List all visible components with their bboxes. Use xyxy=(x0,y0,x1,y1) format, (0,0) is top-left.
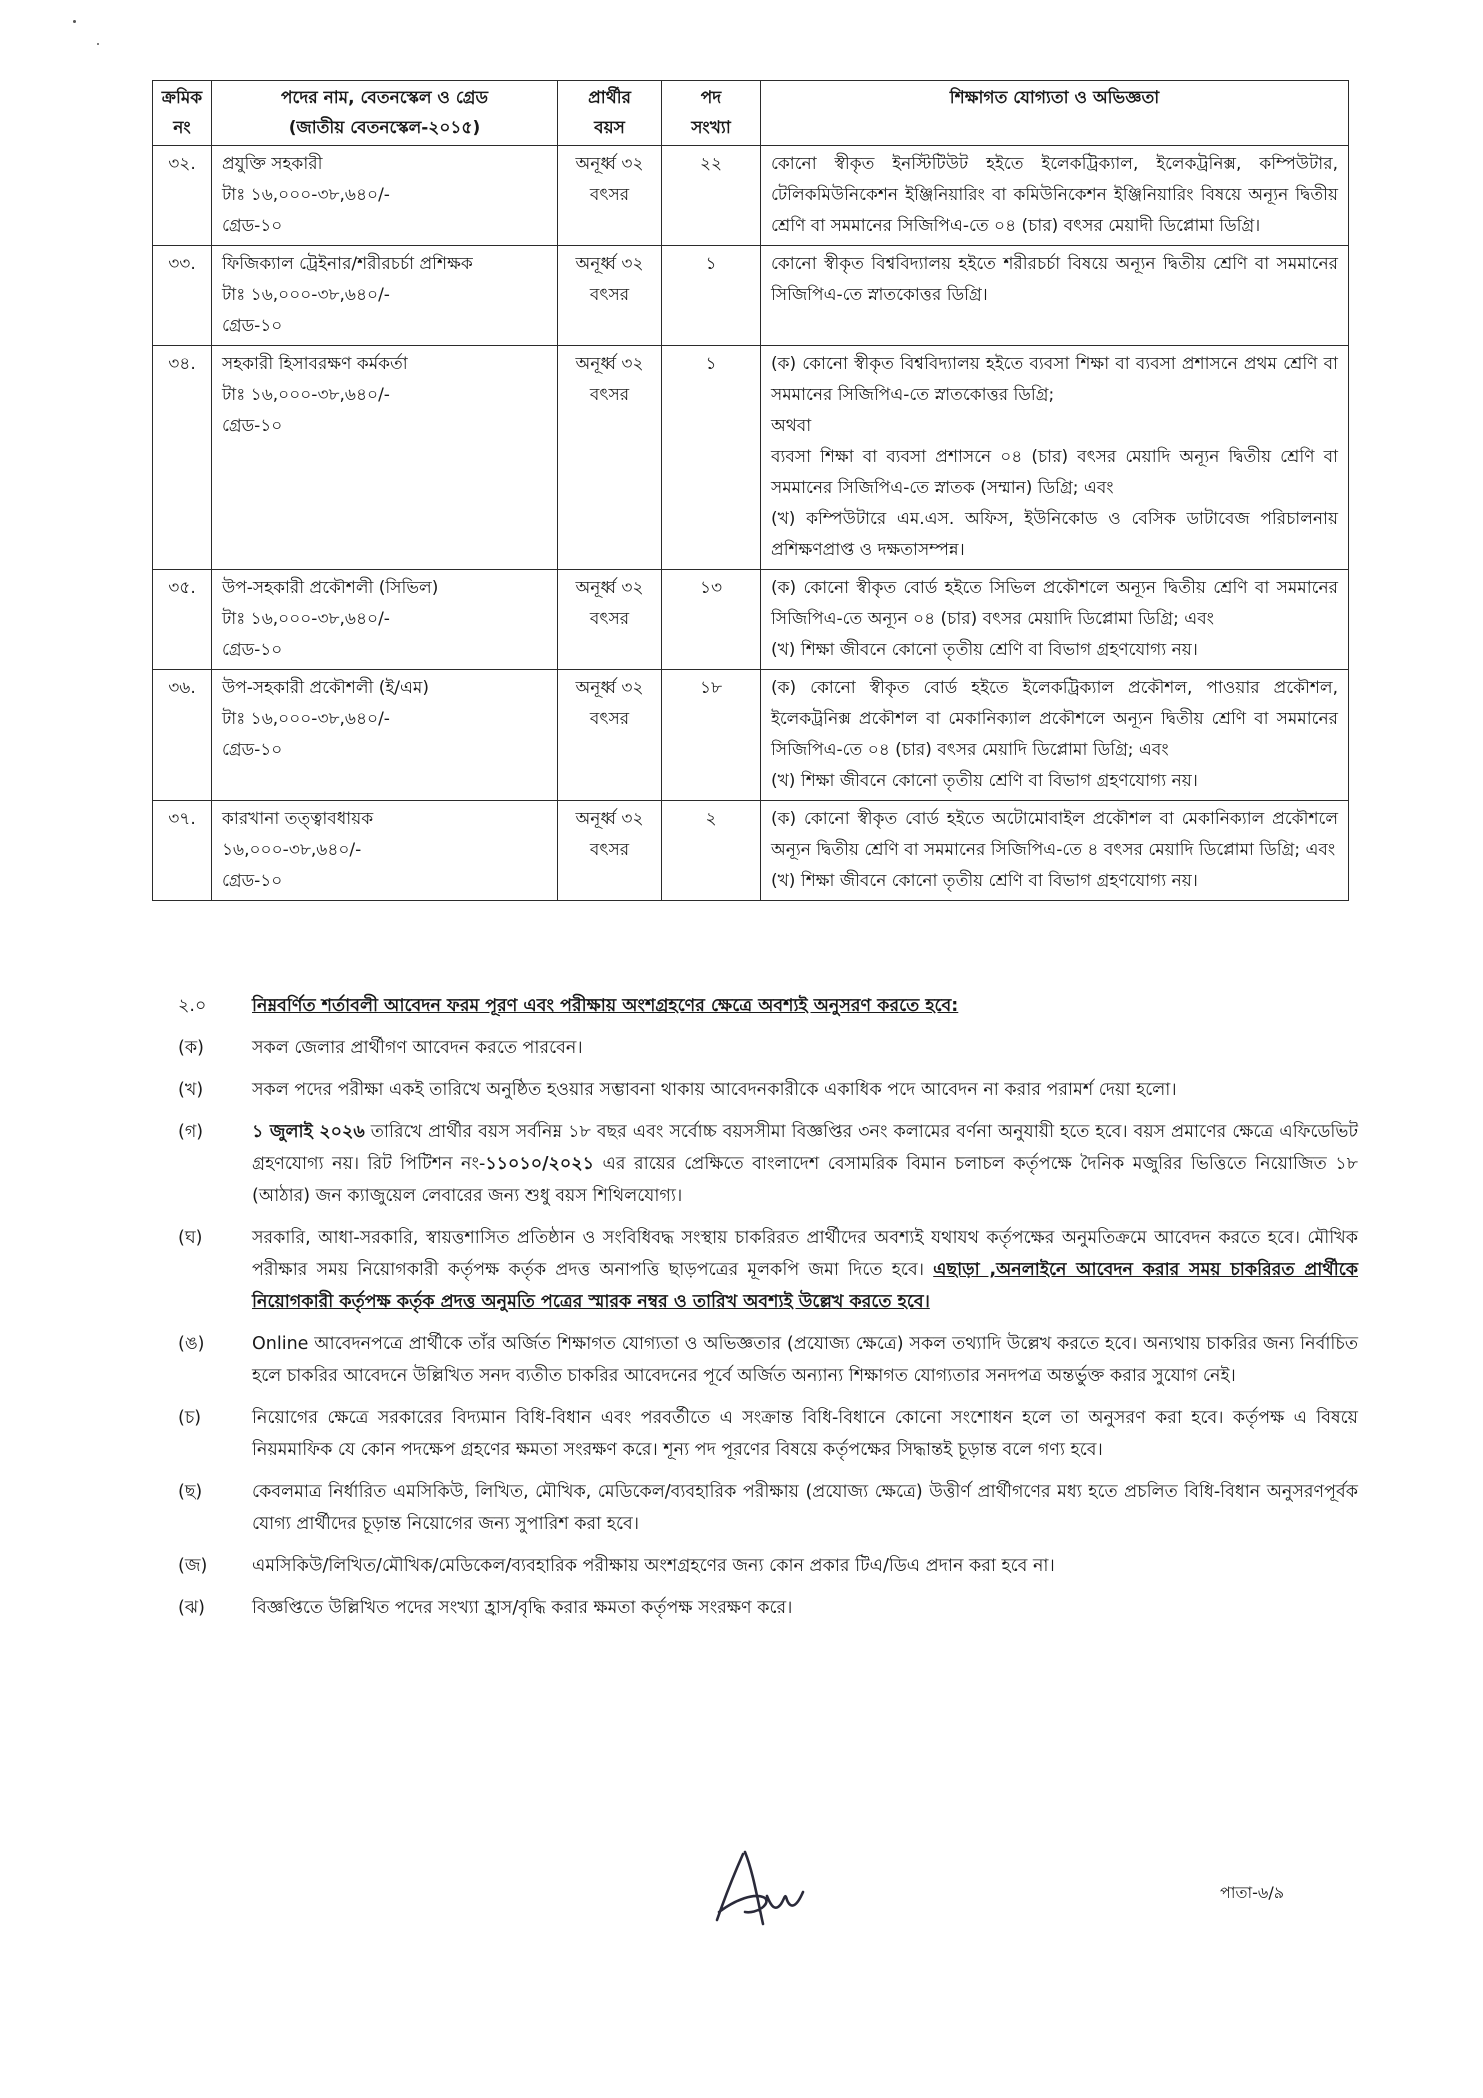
term-mark: (ছ) xyxy=(178,1482,203,1502)
count-cell: ১৮ xyxy=(662,670,761,801)
serial-cell: ৩৩. xyxy=(153,246,212,346)
header-serial: ক্রমিক নং xyxy=(153,81,212,146)
term-text: কেবলমাত্র নির্ধারিত এমসিকিউ, লিখিত, মৌখিক, মেডিকেল/ব্যবহারিক পরীক্ষায় (প্রযোজ্য ক্ষেত্রে) উত্তীর্ণ প্রার্থীগণের মধ্য হতে প্রচলিত বিধি-বিধান অনুসরণপূর্বক যোগ্য প্রার্থীদের চূড়ান্ত নিয়োগের জন্য সুপারিশ করা হবে। xyxy=(252,1482,1358,1534)
post-cell: কারখানা তত্ত্বাবধায়ক ১৬,০০০-৩৮,৬৪০/- গ্রেড-১০ xyxy=(212,801,558,901)
table-row xyxy=(153,146,1349,246)
table-row xyxy=(153,670,1349,801)
term-mark: (ক) xyxy=(178,1038,204,1058)
terms-heading-row xyxy=(178,990,1358,1022)
term-text: এমসিকিউ/লিখিত/মৌখিক/মেডিকেল/ব্যবহারিক পরীক্ষায় অংশগ্রহণের জন্য কোন প্রকার টিএ/ডিএ প্রদান করা হবে না। xyxy=(252,1556,1055,1576)
age-cell: অনূর্ধ্ব ৩২ বৎসর xyxy=(558,146,662,246)
term-mark: (ঙ) xyxy=(178,1334,205,1354)
post-cell: উপ-সহকারী প্রকৌশলী (সিভিল) টাঃ ১৬,০০০-৩৮,৬৪০/- গ্রেড-১০ xyxy=(212,570,558,670)
page-number: পাতা-৬/৯ xyxy=(1220,1883,1285,1902)
post-cell: প্রযুক্তি সহকারী টাঃ ১৬,০০০-৩৮,৬৪০/- গ্রেড-১০ xyxy=(212,146,558,246)
term-text-part: এর রায়ের প্রেক্ষিতে বাংলাদেশ বেসামরিক বিমান চলাচল কর্তৃপক্ষে দৈনিক মজুরির ভিত্তিতে নিয়োজিত ১৮ (আঠার) জন ক্যাজুয়েল লেবারের জন্য শুধু বয়স শিথিলযোগ্য। xyxy=(252,1154,1358,1206)
term-mark: (ঘ) xyxy=(178,1228,203,1248)
table-row xyxy=(153,801,1349,901)
term-item-ja xyxy=(178,1550,1358,1582)
count-cell: ১৩ xyxy=(662,570,761,670)
term-item-ka xyxy=(178,1032,1358,1064)
count-cell: ২২ xyxy=(662,146,761,246)
serial-cell: ৩৬. xyxy=(153,670,212,801)
serial-cell: ৩৫. xyxy=(153,570,212,670)
age-cell: অনূর্ধ্ব ৩২ বৎসর xyxy=(558,346,662,570)
post-cell: সহকারী হিসাবরক্ষণ কর্মকর্তা টাঃ ১৬,০০০-৩৮,৬৪০/- গ্রেড-১০ xyxy=(212,346,558,570)
qualification-cell: কোনো স্বীকৃত বিশ্ববিদ্যালয় হইতে শরীরচর্চা বিষয়ে অন্যূন দ্বিতীয় শ্রেণি বা সমমানের সিজিপিএ-তে স্নাতকোত্তর ডিগ্রি। xyxy=(761,246,1349,346)
term-mark: (জ) xyxy=(178,1556,208,1576)
age-cell: অনূর্ধ্ব ৩২ বৎসর xyxy=(558,670,662,801)
scan-speck xyxy=(73,20,76,23)
writ-petition-number: ১১০১০/২০২১ xyxy=(485,1154,595,1174)
qualification-cell: (ক) কোনো স্বীকৃত বোর্ড হইতে সিভিল প্রকৌশলে অন্যূন দ্বিতীয় শ্রেণি বা সমমানের সিজিপিএ-তে অন্যূন ০৪ (চার) বৎসর মেয়াদি ডিপ্লোমা ডিগ্রি; এবং (খ) শিক্ষা জীবনে কোনো তৃতীয় শ্রেণি বা বিভাগ গ্রহণযোগ্য নয়। xyxy=(761,570,1349,670)
count-cell: ১ xyxy=(662,346,761,570)
posts-table xyxy=(152,80,1349,901)
term-mark: (খ) xyxy=(178,1080,204,1100)
qualification-cell: কোনো স্বীকৃত ইনস্টিটিউট হইতে ইলেকট্রিক্যাল, ইলেকট্রনিক্স, কম্পিউটার, টেলিকমিউনিকেশন ইঞ্জিনিয়ারিং বা কমিউনিকেশন ইঞ্জিনিয়ারিং বিষয়ে অন্যূন দ্বিতীয় শ্রেণি বা সমমানের সিজিপিএ-তে ০৪ (চার) বৎসর মেয়াদী ডিপ্লোমা ডিগ্রি। xyxy=(761,146,1349,246)
age-cell: অনূর্ধ্ব ৩২ বৎসর xyxy=(558,246,662,346)
qualification-cell: (ক) কোনো স্বীকৃত বোর্ড হইতে ইলেকট্রিক্যাল প্রকৌশল, পাওয়ার প্রকৌশল, ইলেকট্রনিক্স প্রকৌশল বা মেকানিক্যাল প্রকৌশলে অন্যূন দ্বিতীয় শ্রেণি বা সমমানের সিজিপিএ-তে ০৪ (চার) বৎসর মেয়াদি ডিপ্লোমা ডিগ্রি; এবং (খ) শিক্ষা জীবনে কোনো তৃতীয় শ্রেণি বা বিভাগ গ্রহণযোগ্য নয়। xyxy=(761,670,1349,801)
header-count: পদ সংখ্যা xyxy=(662,81,761,146)
serial-cell: ৩২. xyxy=(153,146,212,246)
count-cell: ১ xyxy=(662,246,761,346)
table-row xyxy=(153,570,1349,670)
term-item-ga xyxy=(178,1116,1358,1212)
term-text-part: সরকারি, আধা-সরকারি, স্বায়ত্তশাসিত প্রতিষ্ঠান ও সংবিধিবদ্ধ সংস্থায় চাকরিরত প্রার্থীদের অবশ্যই যথাযথ কর্তৃপক্ষের অনুমতিক্রমে আবেদন করতে হবে। মৌখিক পরীক্ষার সময় নিয়োগকারী কর্তৃপক্ষ কর্তৃক প্রদত্ত অনাপত্তি ছাড়পত্রের মূলকপি জমা দিতে হবে। xyxy=(252,1228,1358,1280)
term-text: নিয়োগের ক্ষেত্রে সরকারের বিদ্যমান বিধি-বিধান এবং পরবর্তীতে এ সংক্রান্ত বিধি-বিধানে কোনো সংশোধন হলে তা অনুসরণ করা হবে। কর্তৃপক্ষ এ বিষয়ে নিয়মমাফিক যে কোন পদক্ষেপ গ্রহণের ক্ষমতা সংরক্ষণ করে। শূন্য পদ পূরণের বিষয়ে কর্তৃপক্ষের সিদ্ধান্তই চূড়ান্ত বলে গণ্য হবে। xyxy=(252,1408,1358,1460)
term-mark: (ঝ) xyxy=(178,1598,205,1618)
age-cutoff-date: ১ জুলাই ২০২৬ xyxy=(252,1122,365,1142)
qualification-cell: (ক) কোনো স্বীকৃত বোর্ড হইতে অটোমোবাইল প্রকৌশল বা মেকানিক্যাল প্রকৌশলে অন্যূন দ্বিতীয় শ্রেণি বা সমমানের সিজিপিএ-তে ৪ বৎসর মেয়াদি ডিপ্লোমা ডিগ্রি; এবং (খ) শিক্ষা জীবনে কোনো তৃতীয় শ্রেণি বা বিভাগ গ্রহণযোগ্য নয়। xyxy=(761,801,1349,901)
term-mark: (গ) xyxy=(178,1122,204,1142)
age-cell: অনূর্ধ্ব ৩২ বৎসর xyxy=(558,570,662,670)
signature xyxy=(705,1842,835,1932)
term-text: Online আবেদনপত্রে প্রার্থীকে তাঁর অর্জিত শিক্ষাগত যোগ্যতা ও অভিজ্ঞতার (প্রযোজ্য ক্ষেত্রে) সকল তথ্যাদি উল্লেখ করতে হবে। অন্যথায় চাকরির জন্য নির্বাচিত হলে চাকরির আবেদনে উল্লিখিত সনদ ব্যতীত চাকরির আবেদনের পূর্বে অর্জিত অন্যান্য শিক্ষাগত যোগ্যতার সনদপত্র অন্তর্ভুক্ত করার সুযোগ নেই। xyxy=(252,1334,1358,1386)
term-item-gha xyxy=(178,1222,1358,1318)
header-age: প্রার্থীর বয়স xyxy=(558,81,662,146)
term-text: সকল জেলার প্রার্থীগণ আবেদন করতে পারবেন। xyxy=(252,1038,583,1058)
serial-cell: ৩৭. xyxy=(153,801,212,901)
term-text: বিজ্ঞপ্তিতে উল্লিখিত পদের সংখ্যা হ্রাস/বৃদ্ধি করার ক্ষমতা কর্তৃপক্ষ সংরক্ষণ করে। xyxy=(252,1598,793,1618)
term-text-part: তারিখে প্রার্থীর বয়স সর্বনিম্ন ১৮ বছর এবং সর্বোচ্চ বয়সসীমা বিজ্ঞপ্তির ৩নং কলামের বর্ণনা অনুযায়ী হতে হবে। বয়স প্রমাণের ক্ষেত্রে এফিডেভিট গ্রহণযোগ্য নয়। রিট পিটিশন নং- xyxy=(252,1122,1358,1174)
terms-section xyxy=(178,990,1358,1634)
terms-heading: নিম্নবর্ণিত শর্তাবলী আবেদন ফরম পূরণ এবং পরীক্ষায় অংশগ্রহণের ক্ষেত্রে অবশ্যই অনুসরণ করতে হবে: xyxy=(252,996,959,1016)
table-header-row xyxy=(153,81,1349,146)
header-qualification: শিক্ষাগত যোগ্যতা ও অভিজ্ঞতা xyxy=(761,81,1349,146)
table-row xyxy=(153,346,1349,570)
qualification-cell: (ক) কোনো স্বীকৃত বিশ্ববিদ্যালয় হইতে ব্যবসা শিক্ষা বা ব্যবসা প্রশাসনে প্রথম শ্রেণি বা সমমানের সিজিপিএ-তে স্নাতকোত্তর ডিগ্রি; অথবা ব্যবসা শিক্ষা বা ব্যবসা প্রশাসনে ০৪ (চার) বৎসর মেয়াদি অন্যূন দ্বিতীয় শ্রেণি বা সমমানের সিজিপিএ-তে স্নাতক (সম্মান) ডিগ্রি; এবং (খ) কম্পিউটারে এম.এস. অফিস, ইউনিকোড ও বেসিক ডাটাবেজ পরিচালনায় প্রশিক্ষণপ্রাপ্ত ও দক্ষতাসম্পন্ন। xyxy=(761,346,1349,570)
serial-cell: ৩৪. xyxy=(153,346,212,570)
term-text xyxy=(252,1222,1358,1318)
term-item-jha xyxy=(178,1592,1358,1624)
post-cell: উপ-সহকারী প্রকৌশলী (ই/এম) টাঃ ১৬,০০০-৩৮,৬৪০/- গ্রেড-১০ xyxy=(212,670,558,801)
section-number: ২.০ xyxy=(178,996,207,1016)
table-row xyxy=(153,246,1349,346)
term-item-chha xyxy=(178,1476,1358,1540)
term-text: সকল পদের পরীক্ষা একই তারিখে অনুষ্ঠিত হওয়ার সম্ভাবনা থাকায় আবেদনকারীকে একাধিক পদে আবেদন না করার পরামর্শ দেয়া হলো। xyxy=(252,1080,1177,1100)
age-cell: অনূর্ধ্ব ৩২ বৎসর xyxy=(558,801,662,901)
term-text xyxy=(252,1116,1358,1212)
term-item-umo xyxy=(178,1328,1358,1392)
count-cell: ২ xyxy=(662,801,761,901)
term-item-cha xyxy=(178,1402,1358,1466)
header-post: পদের নাম, বেতনস্কেল ও গ্রেড (জাতীয় বেতনস্কেল-২০১৫) xyxy=(212,81,558,146)
term-mark: (চ) xyxy=(178,1408,202,1428)
term-item-kha xyxy=(178,1074,1358,1106)
post-cell: ফিজিক্যাল ট্রেইনার/শরীরচর্চা প্রশিক্ষক টাঃ ১৬,০০০-৩৮,৬৪০/- গ্রেড-১০ xyxy=(212,246,558,346)
term-emphasis: এছাড়া ,অনলাইনে আবেদন করার সময় চাকরিরত প্রার্থীকে নিয়োগকারী কর্তৃপক্ষ কর্তৃক প্রদত্ত অনুমতি পত্রের স্মারক নম্বর ও তারিখ অবশ্যই উল্লেখ করতে হবে। xyxy=(252,1260,1358,1312)
scan-speck xyxy=(97,43,99,45)
